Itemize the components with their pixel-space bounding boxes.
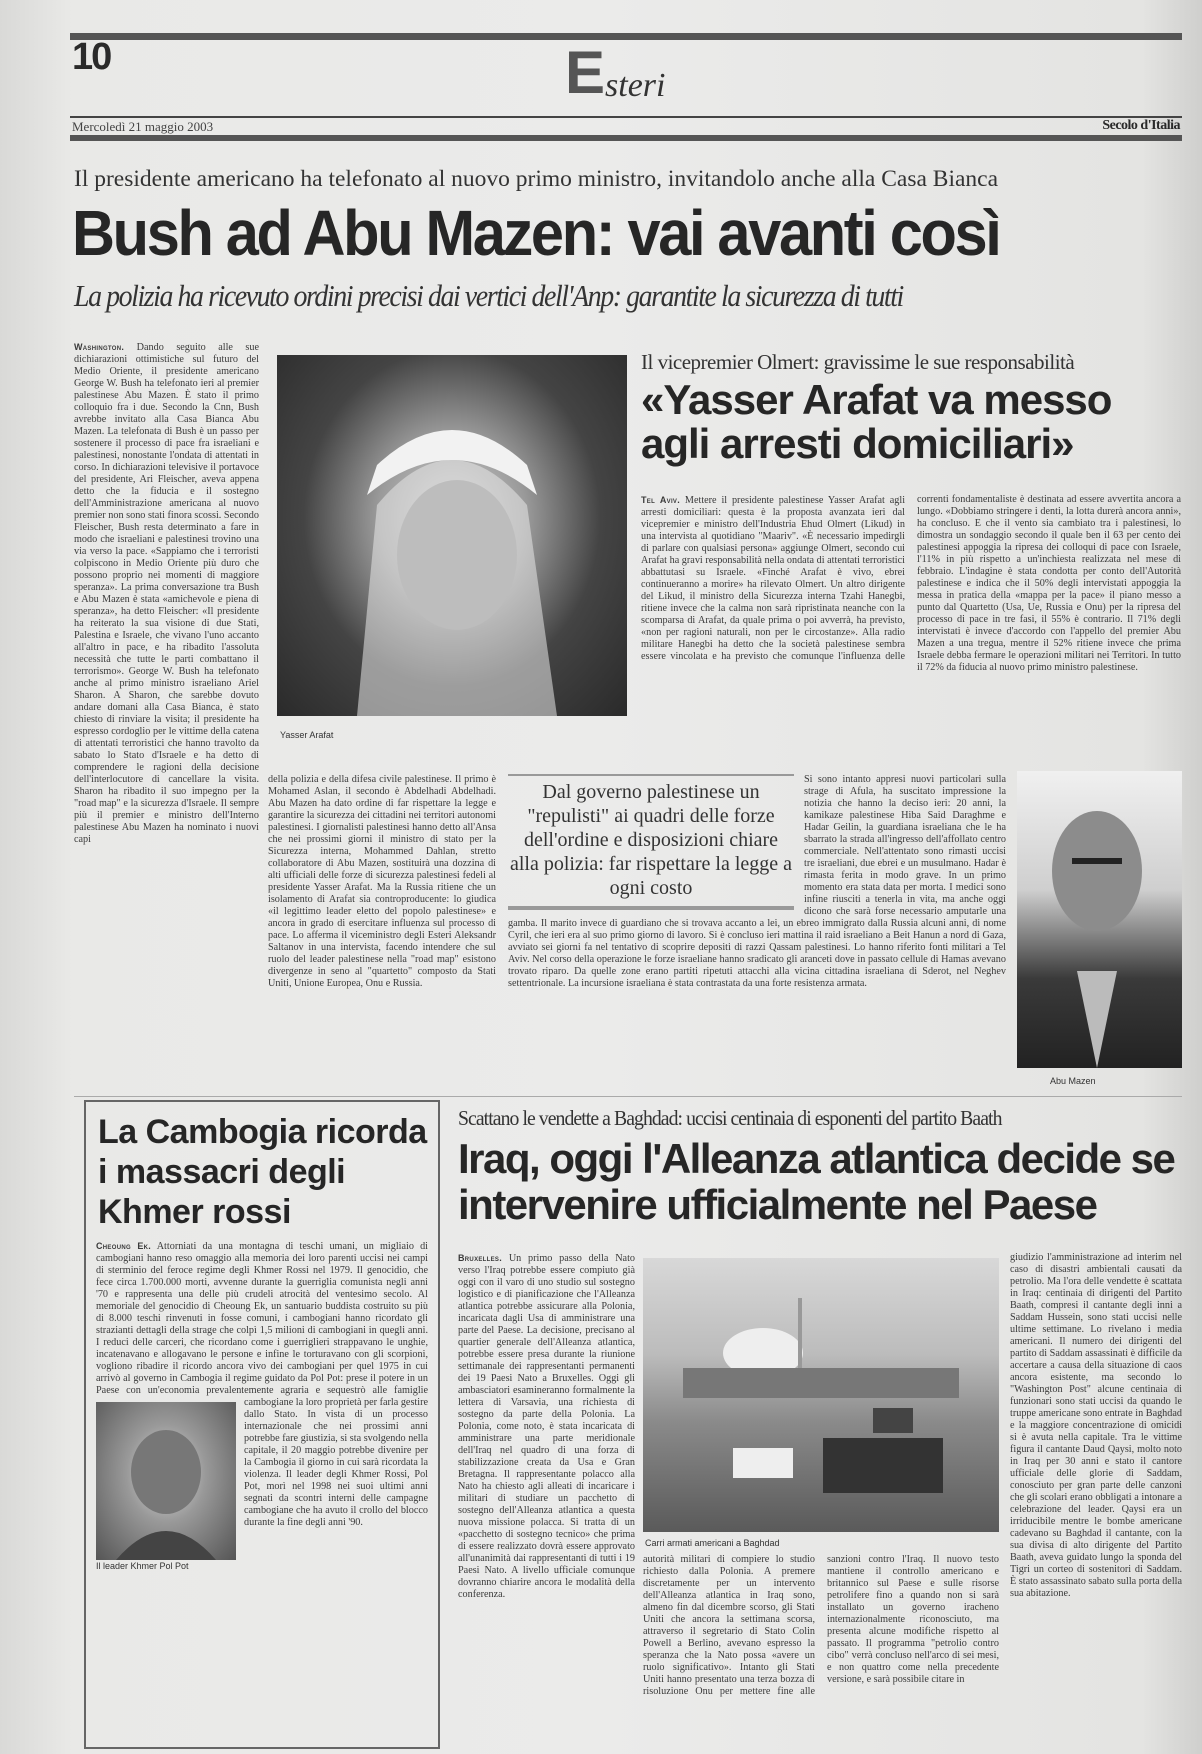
iraq-body-under-photo	[643, 1554, 999, 1746]
pol-pot-photo	[96, 1402, 236, 1560]
portrait-silhouette-icon	[1017, 771, 1182, 1068]
iraq-dateline: Bruxelles.	[458, 1253, 503, 1263]
olmert-kicker: Il vicepremier Olmert: gravissime le sue responsabilità	[641, 350, 1075, 374]
lead-dateline: Washington.	[74, 342, 125, 352]
abu-mazen-caption: Abu Mazen	[1050, 1076, 1096, 1086]
pol-pot-caption: Il leader Khmer Pol Pot	[96, 1561, 189, 1571]
arafat-caption: Yasser Arafat	[280, 730, 334, 740]
iraq-under-photo-text: autorità militari di compiere lo studio richiesto dalla Polonia. A premere discretamente per un intervento dell'Alleanza atlantica in Iraq sono, almeno fin dal dicembre scorso, gli Stati Uniti che ancora la settimana scorsa, attraverso il segretario di Stato Colin Powell a Berlino, avevano espresso la speranza che la Nato possa «avere un ruolo significativo». Intanto gli Stati Uniti hanno presentato una terza bozza di risoluzione Onu per mettere fine alle sanzioni contro l'Iraq. Il nuovo testo mantiene il controllo americano e britannico sul Paese e sulle risorse petrolifere fino a quando non si sarà installato un governo iracheno internazionalmente riconosciuto, ma presenta alcune modifiche rispetto al passato. Il programma "petrolio contro cibo" verrà concluso nell'arco di sei mesi, e non quattro come nella precedente versione, e sarà possibile citare in	[643, 1554, 999, 1697]
header-rule	[70, 116, 1182, 118]
olmert-dateline: Tel Aviv.	[641, 495, 681, 505]
iraq-right-text: giudizio l'amministrazione ad interim nel caso di disastri ambientali causati da petrolio. Ma l'ora delle vendette è scattata in Iraq: centinaia di dirigenti del Partito Baath, compresi il cantante degli inni a Saddam Hussein, sono stati uccisi nelle ultime settimane. Lo rivelano i media americani. Il numero dei dirigenti del partito di Saddam assassinati è difficile da accertare a causa della situazione di caos ancora esistente, ma secondo lo "Washington Post" alcune centinaia di funzionari sono stati uccisi da quando le truppe americane sono entrate in Baghdad e la maggiore concentrazione di omicidi si è avuta nella capitale. Tra le vittime figura il cantante Daud Qaysi, molto noto in Iraq per 30 anni e stato il cantore ufficiale delle glorie di Saddam, conosciuto per gran parte delle canzoni che gli scolari erano obbligati a intonare a celebrazione del leader. Qaysi era un irriducibile mentre le bombe americane cadevano su Baghdad il cantante, con la sua divisa di alto dirigente del Partito Baath, aveva guidato lungo la sponda del Tigri un corteo di sostenitori di Saddam. È stato assassinato sabato sulla porta della sua abitazione.	[1010, 1252, 1182, 1599]
portrait-silhouette-icon	[277, 355, 627, 716]
lead-left-column	[74, 341, 259, 1085]
iraq-headline: Iraq, oggi l'Alleanza atlantica decide se intervenire ufficialmente nel Paese	[458, 1135, 1175, 1228]
section-logo-initial: E	[565, 39, 606, 106]
top-rule	[70, 33, 1182, 40]
date-rule	[70, 135, 1182, 141]
newspaper-name: Secolo d'Italia	[1102, 118, 1180, 133]
iraq-body-right	[1010, 1252, 1182, 1746]
pull-quote-box: Dal governo palestinese un "repulisti" ai quadri delle forze dell'ordine e disposizioni chiare alla polizia: far rispettare la legge a ogni costo	[508, 774, 794, 910]
lead-lower-text: Si sono intanto appresi nuovi particolari sulla strage di Afula, ha suscitato impressione la notizia che hanno la deciso ieri: 20 anni, la kamikaze palestinese Hiba Said Daraghme e Hadar Geilin, la guardiana israeliana che le ha sbarrato la strada all'ingresso dell'affollato centro commerciale. Nell'attentato sono rimasti uccisi tre israeliani, due ebrei e un musulmano. Hadar è rimasta ferita in modo grave. In un primo momento era stata data per morta. I medici sono infine riusciti a tenerla in vita, ma anche oggi dicono che sarà forse necessario amputarle una gamba. Il marito invece di guardiano che si trovava accanto a lei, un ebreo immigrato dalla Russia alcuni anni, di nome Cyril, che ieri era al suo primo giorno di lavoro. Si è concluso ieri mattina il raid israeliano a Beit Hanun a nord di Gaza, avviato sei giorni fa nel tentativo di scoprire depositi di razzi Qassam palestinesi. Lo hanno riferito fonti militari a Tel Aviv. Nel corso della operazione le forze israeliane hanno sradicato gli aranceti dove in passato cellule di Hamas avevano trovato riparo. Da quelle zone erano partiti ripetuti attacchi alla vicina cittadina israeliana di Sderot, nel Neghev settentrionale. La incursione israeliana è stata contrastata da una forte resistenza armata.	[508, 774, 1006, 989]
iraq-left-text: Un primo passo della Nato verso l'Iraq potrebbe essere compiuto già oggi con il varo di uno studio sul sostegno logistico e di pianificazione che l'Alleanza atlantica potrebbe assicurare alla Polonia, incaricata dagli Usa di amministrare una parte del Paese. La decisione, precisano al quartier generale dell'Alleanza atlantica, potrebbe essere presa durante la riunione settimanale dei rappresentanti permanenti dei 19 Paesi Nato a Bruxelles. Oggi gli ambasciatori esamineranno formalmente la lettera di Varsavia, una richiesta di sostegno da parte della Polonia. La Polonia, come noto, è stata incaricata di amministrare una parte meridionale dell'Iraq nel quadro di una forza di stabilizzazione creata da Usa e Gran Bretagna. Il rappresentante polacco alla Nato ha chiesto agli alleati di incaricare i militari di studiare un pacchetto di sostegno dell'Alleanza atlantica a questa nuova missione polacca. Si tratta di un «pacchetto di sostegno tecnico» che prima di essere realizzato dovrà essere approvato all'unanimità dai rappresentanti di tutti i 19 Paesi Nato. A livello ufficiale comunque dovranno chiarire ancora le modalità della conferenza.	[458, 1253, 635, 1600]
lead-left-text: Dando seguito alle sue dichiarazioni ottimistiche sul futuro del Medio Oriente, il presidente americano George W. Bush ha telefonato ieri al premier palestinese Abu Mazen. È stato il primo colloquio fra i due. Secondo la Cnn, Bush avrebbe invitato alla Casa Bianca Abu Mazen. La telefonata di Bush è un passo per sostenere il processo di pace fra israeliani e palestinesi, nonostante l'ondata di attentati in corso. In dichiarazioni televisive il portavoce del presidente, Ari Fleischer, aveva appena detto che la fiducia e il sostegno dell'Amministrazione americana al nuovo premier non sono stati finora scossi. Secondo Fleischer, Bush resta determinato a fare in modo che israeliani e palestinesi trovino una via verso la pace. «Sappiamo che i terroristi colpiscono in Medio Oriente più duro che possono proprio nei momenti di maggiore speranza». La prima conversazione tra Bush e Abu Mazen è stata «amichevole e piena di speranza», ha detto Fleischer: «Il presidente ha reiterato la sua visione di due Stati, Palestina e Israele, che vivano l'uno accanto all'altro in pace, e ha ribadito l'assoluta necessità che tutte le parti combattano il terrorismo». George W. Bush ha telefonato anche al primo ministro israeliano Ariel Sharon. A Sharon, che sarebbe dovuto andare domani alla Casa Bianca, è stato chiesto di rinviare la visita; il presidente ha espresso cordoglio per le vittime della catena di attentati terroristici che hanno travolto da sabato lo Stato d'Israele e ha detto di comprendere le ragioni della decisione dell'interlocutore di cancellare la visita. Sharon ha ribadito il suo impegno per la "road map" e la sicurezza d'Israele. Il sempre più il premier e ministro dell'Interno palestinese Abu Mazen ha nominato i nuovi capi	[74, 342, 259, 845]
olmert-text: Mettere il presidente palestinese Yasser Arafat agli arresti domiciliari: questa è la proposta avanzata ieri dal vicepremier e ministro dell'Industria Ehud Olmert (Likud) in una intervista al quotidiano "Maariv". «È necessario impedirgli di parlare con qualsiasi persona» aggiunge Olmert, secondo cui Arafat ha gravi responsabilità nella ondata di attentati terroristici abbattutasi su Israele. «Finché Arafat è vivo, ebrei continueranno a morire» ha rilevato Olmert. Un altro dirigente del Likud, il ministro della Sicurezza interna Tzahi Hanegbi, ritiene invece che la calma non sarà ripristinata neanche con la scomparsa di Arafat, da quale prima o poi avverrà, ha previsto, «non per ragioni naturali, non per le circostanze». Alla radio militare Hanegbi ha detto che la società palestinese sembra essere vincolata e ha previsto che comunque l'influenza delle correnti fondamentaliste è destinata ad essere avvertita ancora a lungo. «Dobbiamo stringere i denti, la lotta durerà ancora anni», ha concluso. E che il vento sia cambiato tra i palestinesi, lo dimostra un sondaggio secondo il quale ben il 63 per cento dei palestinesi appoggia la ripresa dei colloqui di pace con Israele, l'11% in più rispetto a un'inchiesta realizzata nel mese di febbraio. L'indagine è stata condotta per conto dell'Autorità palestinese e indica che il 50% degli intervistati appoggia la messa in pratica della «mappa per la pace» il piano messo a punto dal Quartetto (Usa, Ue, Russia e Onu) per la ripresa del processo di pace in tre fasi, il 55% è contrario. Il 71% degli intervistati è invece d'accordo con l'appello del premier Abu Mazen a una tregua, mentre il 52% ritiene invece che prima Israele debba fermare le operazioni militari nei Territori. In tutto il 72% da fiducia al nuovo primo ministro palestinese.	[641, 494, 1181, 673]
section-title: steri	[605, 67, 666, 104]
lead-headline: Bush ad Abu Mazen: vai avanti così	[72, 197, 1000, 269]
lead-middle-columns	[268, 774, 496, 1085]
lead-lower-columns	[508, 774, 1006, 1085]
issue-date: Mercoledì 21 maggio 2003	[72, 119, 214, 134]
baghdad-caption: Carri armati americani a Baghdad	[645, 1538, 780, 1548]
cambodia-text: Attorniati da una montagna di teschi umani, un migliaio di cambogiani hanno reso omaggio alla memoria dei loro parenti uccisi nei campi di sterminio del feroce regime degli Khmer Rossi nel 1979. Il genocidio, che fece circa 1.700.000 morti, avvenne durante la guerriglia comunista negli anni '70 e rappresenta una delle più crudeli atrocità del ventesimo secolo. Al memoriale del genocidio di Cheoung Ek, un santuario buddista costruito su più di 8.000 teschi rinvenuti in fosse comuni, i cambogiani hanno ricordato gli strazianti dettagli della strage che colpì 1,5 milioni di cambogiani in quegli anni. I reduci delle carceri, che ricordano come i guerriglieri strappavano le unghie, incatenavano e allogavano le persone e infine le torturavano con gli scorpioni, vogliono ribadire il ricordo ancora vivo dei cambogiani per quel 1975 in cui arrivò al governo in Cambogia il regime guidato da Pol Pot: prese il potere in un Paese con un'economia prevalentemente agraria e sequestrò alle famiglie cambogiane la loro proprietà per farla gestire dallo Stato. In vista di un processo internazionale che nei prossimi anni potrebbe fare giustizia, si sta svolgendo nella capitale, il 20 maggio potrebbe divenire per la Cambogia il giorno in cui sarà ricordata la violenza. Il leader degli Khmer Rossi, Pol Pot, morì nel 1998 nei suoi ultimi anni segnati da scontri interni delle campagne cambogiane che ha avuto il crollo del blocco durante la fine degli anni '90.	[96, 1241, 428, 1528]
cambodia-headline: La Cambogia ricorda i massacri degli Khmer rossi	[98, 1113, 427, 1231]
pol-pot-figure	[96, 1402, 236, 1572]
olmert-headline: «Yasser Arafat va messo agli arresti domiciliari»	[641, 376, 1112, 468]
portrait-silhouette-icon	[96, 1402, 236, 1560]
lead-subtitle: La polizia ha ricevuto ordini precisi dai vertici dell'Anp: garantite la sicurezza di tutti	[74, 278, 903, 313]
lead-kicker: Il presidente americano ha telefonato al nuovo primo ministro, invitandolo anche alla Casa Bianca	[74, 166, 999, 192]
iraq-body-left	[458, 1252, 635, 1746]
abu-mazen-photo	[1017, 771, 1182, 1068]
section-logo	[565, 40, 665, 110]
olmert-body	[641, 494, 1181, 762]
tanks-street-icon	[643, 1258, 999, 1532]
section-divider	[74, 1096, 1182, 1097]
page-number: 10	[72, 36, 111, 78]
cambodia-body	[96, 1240, 428, 1738]
lead-middle-text: della polizia e della difesa civile palestinese. Il primo è Mohamed Aslan, il secondo è Abdelhadi Abdelhadi. Abu Mazen ha dato ordine di far rispettare la legge e garantire la sicurezza dei cittadini nei territori autonomi palestinesi. I giornalisti palestinesi hanno detto all'Ansa che nei prossimi giorni il ministro di stato per la Sicurezza interna, Mohammed Dahlan, stretto collaboratore di Abu Mazen, sostituirà una dozzina di alti ufficiali delle forze di sicurezza palestinesi fedeli al presidente Yasser Arafat. Ma la Russia ritiene che un isolamento di Arafat sia controproducente: lo giudica «il legittimo leader eletto del popolo palestinese» e ancora in grado di esercitare influenza sul processo di pace. Lo afferma il viceministro degli Esteri Aleksandr Saltanov in una intervista, facendo intendere che sul ruolo del leader palestinese nella "road map" esistono divergenze in seno al "quartetto" composto da Stati Uniti, Unione Europea, Onu e Russia.	[268, 774, 496, 989]
cambodia-dateline: Cheoung Ek.	[96, 1241, 152, 1251]
arafat-photo	[277, 355, 627, 716]
baghdad-photo	[643, 1258, 999, 1532]
iraq-kicker: Scattano le vendette a Baghdad: uccisi centinaia di esponenti del partito Baath	[458, 1106, 1002, 1130]
